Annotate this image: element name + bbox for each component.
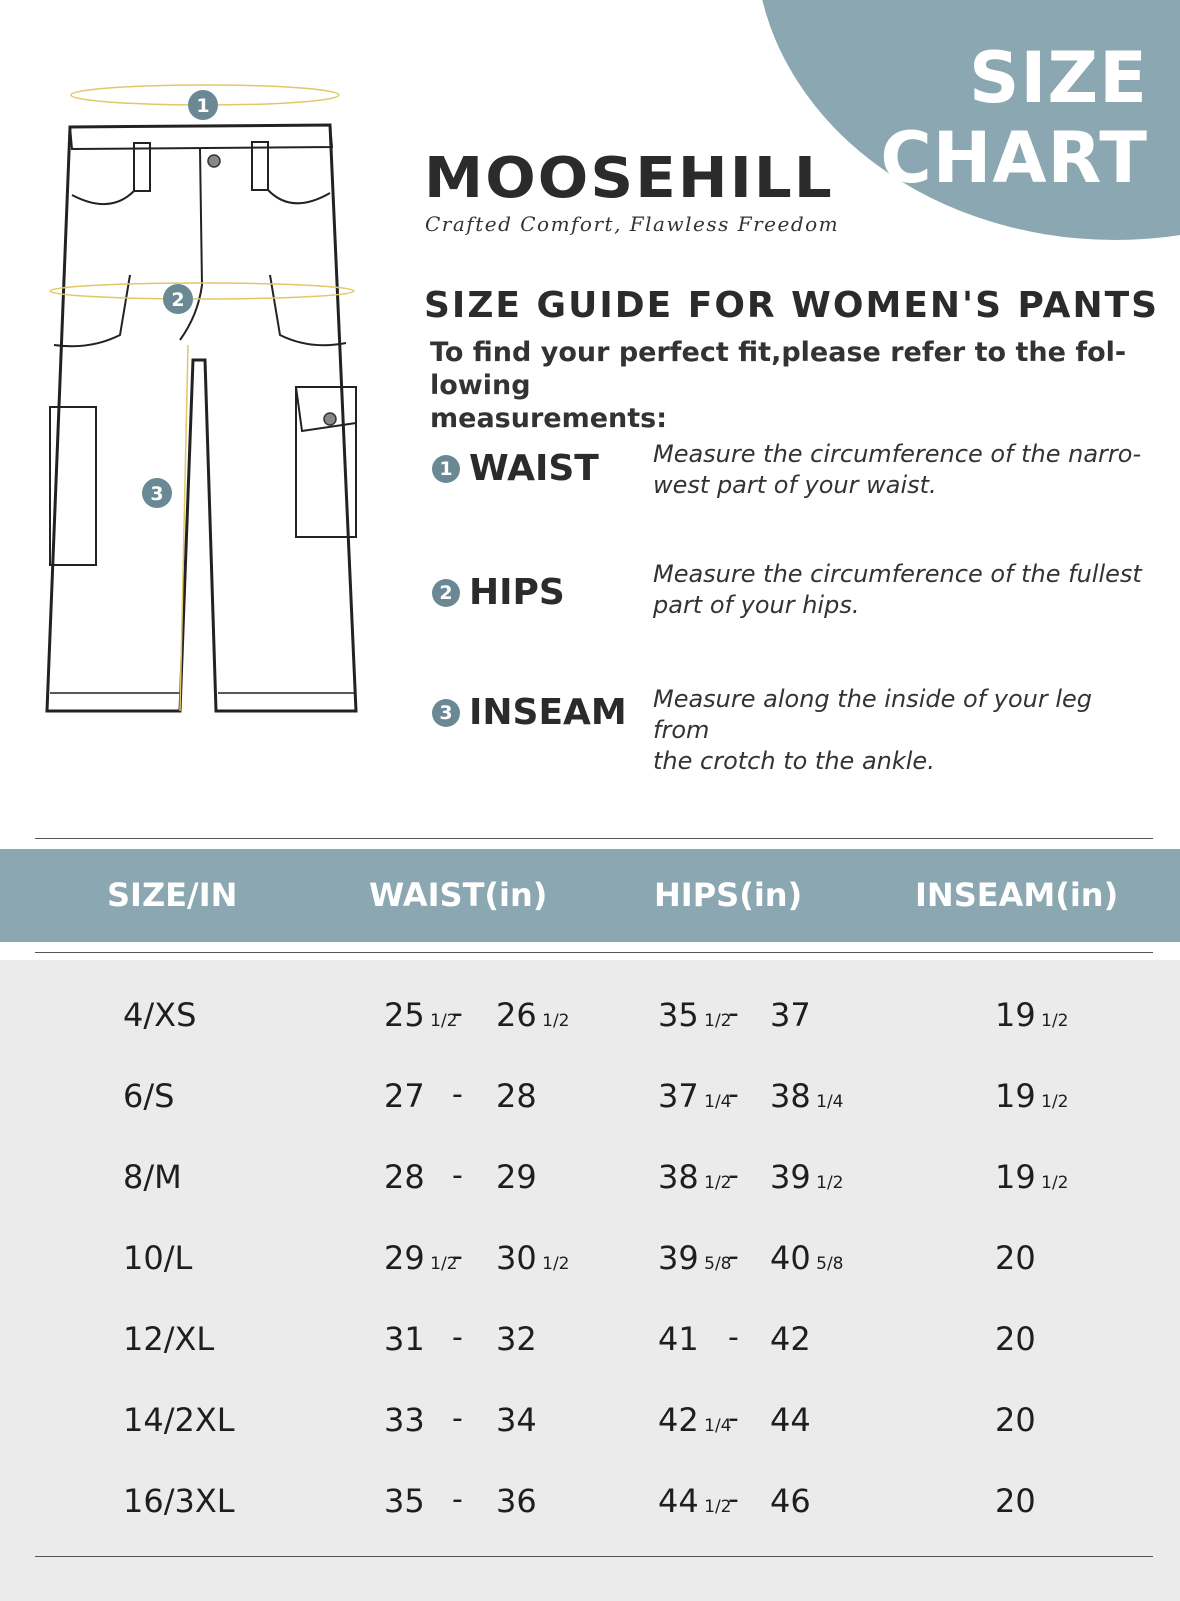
waist-min-cell-whole: 35 — [384, 1482, 425, 1520]
inseam-cell — [995, 983, 1068, 1053]
hips-max-cell-whole: 44 — [770, 1401, 811, 1439]
hips-min-cell — [658, 983, 731, 1053]
waist-min-cell — [384, 1388, 425, 1452]
inseam-cell — [995, 1388, 1036, 1452]
hips-min-cell-fraction: 1/4 — [698, 1092, 732, 1112]
brand-tagline: Crafted Comfort, Flawless Freedom — [425, 212, 840, 236]
hips-min-cell — [658, 1064, 731, 1134]
waist-max-cell-whole: 28 — [496, 1077, 537, 1115]
inseam-cell-whole: 20 — [995, 1239, 1036, 1277]
inseam-cell-whole: 19 — [995, 1158, 1036, 1196]
table-header — [0, 849, 1180, 942]
table-row — [0, 1064, 1180, 1145]
waist-range-dash: - — [452, 1401, 463, 1436]
inseam-cell-whole: 19 — [995, 996, 1036, 1034]
waist-range-dash: - — [452, 996, 463, 1031]
measure-inseam-desc — [653, 684, 1143, 777]
waist-range-dash: - — [452, 1482, 463, 1517]
waist-max-cell-fraction: 1/2 — [536, 1254, 570, 1274]
size-cell: 6/S — [123, 1077, 175, 1115]
inseam-cell-whole: 20 — [995, 1320, 1036, 1358]
table-top-rule — [35, 838, 1153, 839]
inseam-cell — [995, 1469, 1036, 1533]
hips-min-cell-whole: 41 — [658, 1320, 699, 1358]
guide-title: SIZE GUIDE FOR WOMEN'S PANTS — [424, 285, 1160, 326]
hips-min-cell — [658, 1145, 731, 1215]
measure-hips-label — [432, 572, 565, 613]
waist-min-cell — [384, 1145, 425, 1209]
svg-text:3: 3 — [150, 483, 164, 505]
marker-waist — [188, 90, 218, 120]
hips-range-dash: - — [728, 1482, 739, 1517]
waist-max-cell — [496, 983, 569, 1053]
size-cell: 16/3XL — [123, 1482, 235, 1520]
hips-min-cell-fraction: 1/2 — [698, 1011, 732, 1031]
measure-waist-desc-line1: Measure the circumference of the narro- — [653, 440, 1142, 468]
waist-max-cell — [496, 1307, 537, 1371]
measure-waist-label — [432, 448, 599, 489]
measure-inseam-desc-line1: Measure along the inside of your leg from — [653, 685, 1093, 744]
header-size: SIZE/IN — [107, 876, 238, 914]
size-cell: 12/XL — [123, 1320, 215, 1358]
inseam-cell-fraction: 1/2 — [1035, 1011, 1069, 1031]
hips-max-cell-fraction: 5/8 — [810, 1254, 844, 1274]
waist-min-cell — [384, 1226, 457, 1296]
measure-hips-desc-line1: Measure the circumference of the fullest — [653, 560, 1142, 588]
measure-hips-desc — [653, 559, 1143, 621]
marker-hips — [163, 284, 193, 314]
hips-min-cell-fraction: 1/2 — [698, 1497, 732, 1517]
size-cell: 4/XS — [123, 996, 197, 1034]
table-row — [0, 1145, 1180, 1226]
waist-max-cell-whole: 36 — [496, 1482, 537, 1520]
hips-min-cell-whole: 35 — [658, 996, 699, 1034]
hips-max-cell — [770, 1226, 843, 1296]
hips-min-cell — [658, 1469, 731, 1539]
measure-waist-name: WAIST — [469, 448, 599, 489]
waist-min-cell-whole: 27 — [384, 1077, 425, 1115]
waist-max-cell — [496, 1145, 537, 1209]
hips-min-cell-whole: 42 — [658, 1401, 699, 1439]
svg-text:2: 2 — [171, 289, 185, 311]
measure-inseam-label — [432, 692, 627, 733]
hips-max-cell — [770, 983, 811, 1047]
size-chart-title-line2: CHART — [880, 117, 1148, 199]
table-row — [0, 1307, 1180, 1388]
hips-max-cell-whole: 37 — [770, 996, 811, 1034]
hips-max-cell-whole: 42 — [770, 1320, 811, 1358]
brand-logo: MOOSEHILL — [424, 146, 834, 211]
waist-min-cell — [384, 983, 457, 1053]
waist-range-dash: - — [452, 1239, 463, 1274]
hips-min-cell-whole: 44 — [658, 1482, 699, 1520]
hips-min-cell-whole: 39 — [658, 1239, 699, 1277]
number-3-icon: 3 — [432, 699, 460, 727]
hips-min-cell — [658, 1226, 731, 1296]
header-waist: WAIST(in) — [369, 876, 548, 914]
waist-max-cell — [496, 1469, 537, 1533]
hips-max-cell-whole: 38 — [770, 1077, 811, 1115]
waist-range-dash: - — [452, 1158, 463, 1193]
inseam-cell — [995, 1307, 1036, 1371]
waist-range-dash: - — [452, 1077, 463, 1112]
size-chart-title-line1: SIZE — [968, 37, 1148, 119]
hips-max-cell-whole: 46 — [770, 1482, 811, 1520]
header-inseam: INSEAM(in) — [915, 876, 1119, 914]
inseam-cell-whole: 20 — [995, 1482, 1036, 1520]
waist-max-cell-fraction: 1/2 — [536, 1011, 570, 1031]
waist-max-cell — [496, 1064, 537, 1128]
measure-inseam-desc-line2: the crotch to the ankle. — [653, 747, 935, 775]
waist-min-cell-fraction: 1/2 — [424, 1011, 458, 1031]
hips-max-cell-whole: 40 — [770, 1239, 811, 1277]
table-row — [0, 983, 1180, 1064]
inseam-cell-fraction: 1/2 — [1035, 1092, 1069, 1112]
waist-min-cell-whole: 31 — [384, 1320, 425, 1358]
waist-max-cell-whole: 32 — [496, 1320, 537, 1358]
waist-min-cell-whole: 29 — [384, 1239, 425, 1277]
hips-min-cell-fraction: 1/4 — [698, 1416, 732, 1436]
inseam-cell — [995, 1064, 1068, 1134]
inseam-cell-whole: 20 — [995, 1401, 1036, 1439]
waist-max-cell-whole: 34 — [496, 1401, 537, 1439]
waist-max-cell-whole: 29 — [496, 1158, 537, 1196]
header-hips: HIPS(in) — [654, 876, 803, 914]
table-row — [0, 1388, 1180, 1469]
hips-range-dash: - — [728, 1077, 739, 1112]
inseam-cell-whole: 19 — [995, 1077, 1036, 1115]
hips-max-cell — [770, 1469, 811, 1533]
inseam-cell — [995, 1145, 1068, 1215]
waist-min-cell-fraction: 1/2 — [424, 1254, 458, 1274]
waist-max-cell-whole: 30 — [496, 1239, 537, 1277]
measure-hips-name: HIPS — [469, 572, 565, 613]
waist-min-cell — [384, 1469, 425, 1533]
guide-intro-line1: To find your perfect fit,please refer to the fol-lowing — [430, 337, 1127, 401]
waist-max-cell — [496, 1226, 569, 1296]
hips-max-cell-fraction: 1/4 — [810, 1092, 844, 1112]
inseam-cell-fraction: 1/2 — [1035, 1173, 1069, 1193]
hips-min-cell-whole: 38 — [658, 1158, 699, 1196]
measure-waist-desc-line2: west part of your waist. — [653, 471, 937, 499]
hips-max-cell-fraction: 1/2 — [810, 1173, 844, 1193]
size-chart-title — [880, 38, 1148, 198]
waist-max-cell-whole: 26 — [496, 996, 537, 1034]
number-2-icon: 2 — [432, 579, 460, 607]
table-row — [0, 1469, 1180, 1550]
hips-range-dash: - — [728, 1401, 739, 1436]
pants-icon — [30, 75, 370, 725]
table-header-rule — [35, 952, 1153, 953]
svg-text:1: 1 — [196, 95, 210, 117]
hips-range-dash: - — [728, 1158, 739, 1193]
guide-intro-line2: measurements: — [430, 403, 668, 434]
measure-waist-desc — [653, 439, 1143, 501]
hips-min-cell-whole: 37 — [658, 1077, 699, 1115]
waist-range-dash: - — [452, 1320, 463, 1355]
hips-min-cell — [658, 1388, 731, 1458]
waist-min-cell — [384, 1064, 425, 1128]
table-row — [0, 1226, 1180, 1307]
hips-range-dash: - — [728, 996, 739, 1031]
hips-min-cell-fraction: 5/8 — [698, 1254, 732, 1274]
table-bottom-rule — [35, 1556, 1153, 1557]
measure-inseam-name: INSEAM — [469, 692, 627, 733]
size-cell: 14/2XL — [123, 1401, 235, 1439]
inseam-cell — [995, 1226, 1036, 1290]
guide-intro — [430, 336, 1130, 435]
hips-max-cell-whole: 39 — [770, 1158, 811, 1196]
waist-min-cell-whole: 33 — [384, 1401, 425, 1439]
hips-min-cell-fraction: 1/2 — [698, 1173, 732, 1193]
waist-min-cell — [384, 1307, 425, 1371]
waist-max-cell — [496, 1388, 537, 1452]
hips-min-cell — [658, 1307, 699, 1371]
size-cell: 8/M — [123, 1158, 182, 1196]
hips-max-cell — [770, 1307, 811, 1371]
measure-hips-desc-line2: part of your hips. — [653, 591, 860, 619]
hips-max-cell — [770, 1064, 843, 1134]
number-1-icon: 1 — [432, 455, 460, 483]
waist-min-cell-whole: 28 — [384, 1158, 425, 1196]
waist-min-cell-whole: 25 — [384, 996, 425, 1034]
hips-range-dash: - — [728, 1239, 739, 1274]
hips-range-dash: - — [728, 1320, 739, 1355]
hips-max-cell — [770, 1388, 811, 1452]
size-cell: 10/L — [123, 1239, 193, 1277]
marker-inseam — [142, 478, 172, 508]
hips-max-cell — [770, 1145, 843, 1215]
